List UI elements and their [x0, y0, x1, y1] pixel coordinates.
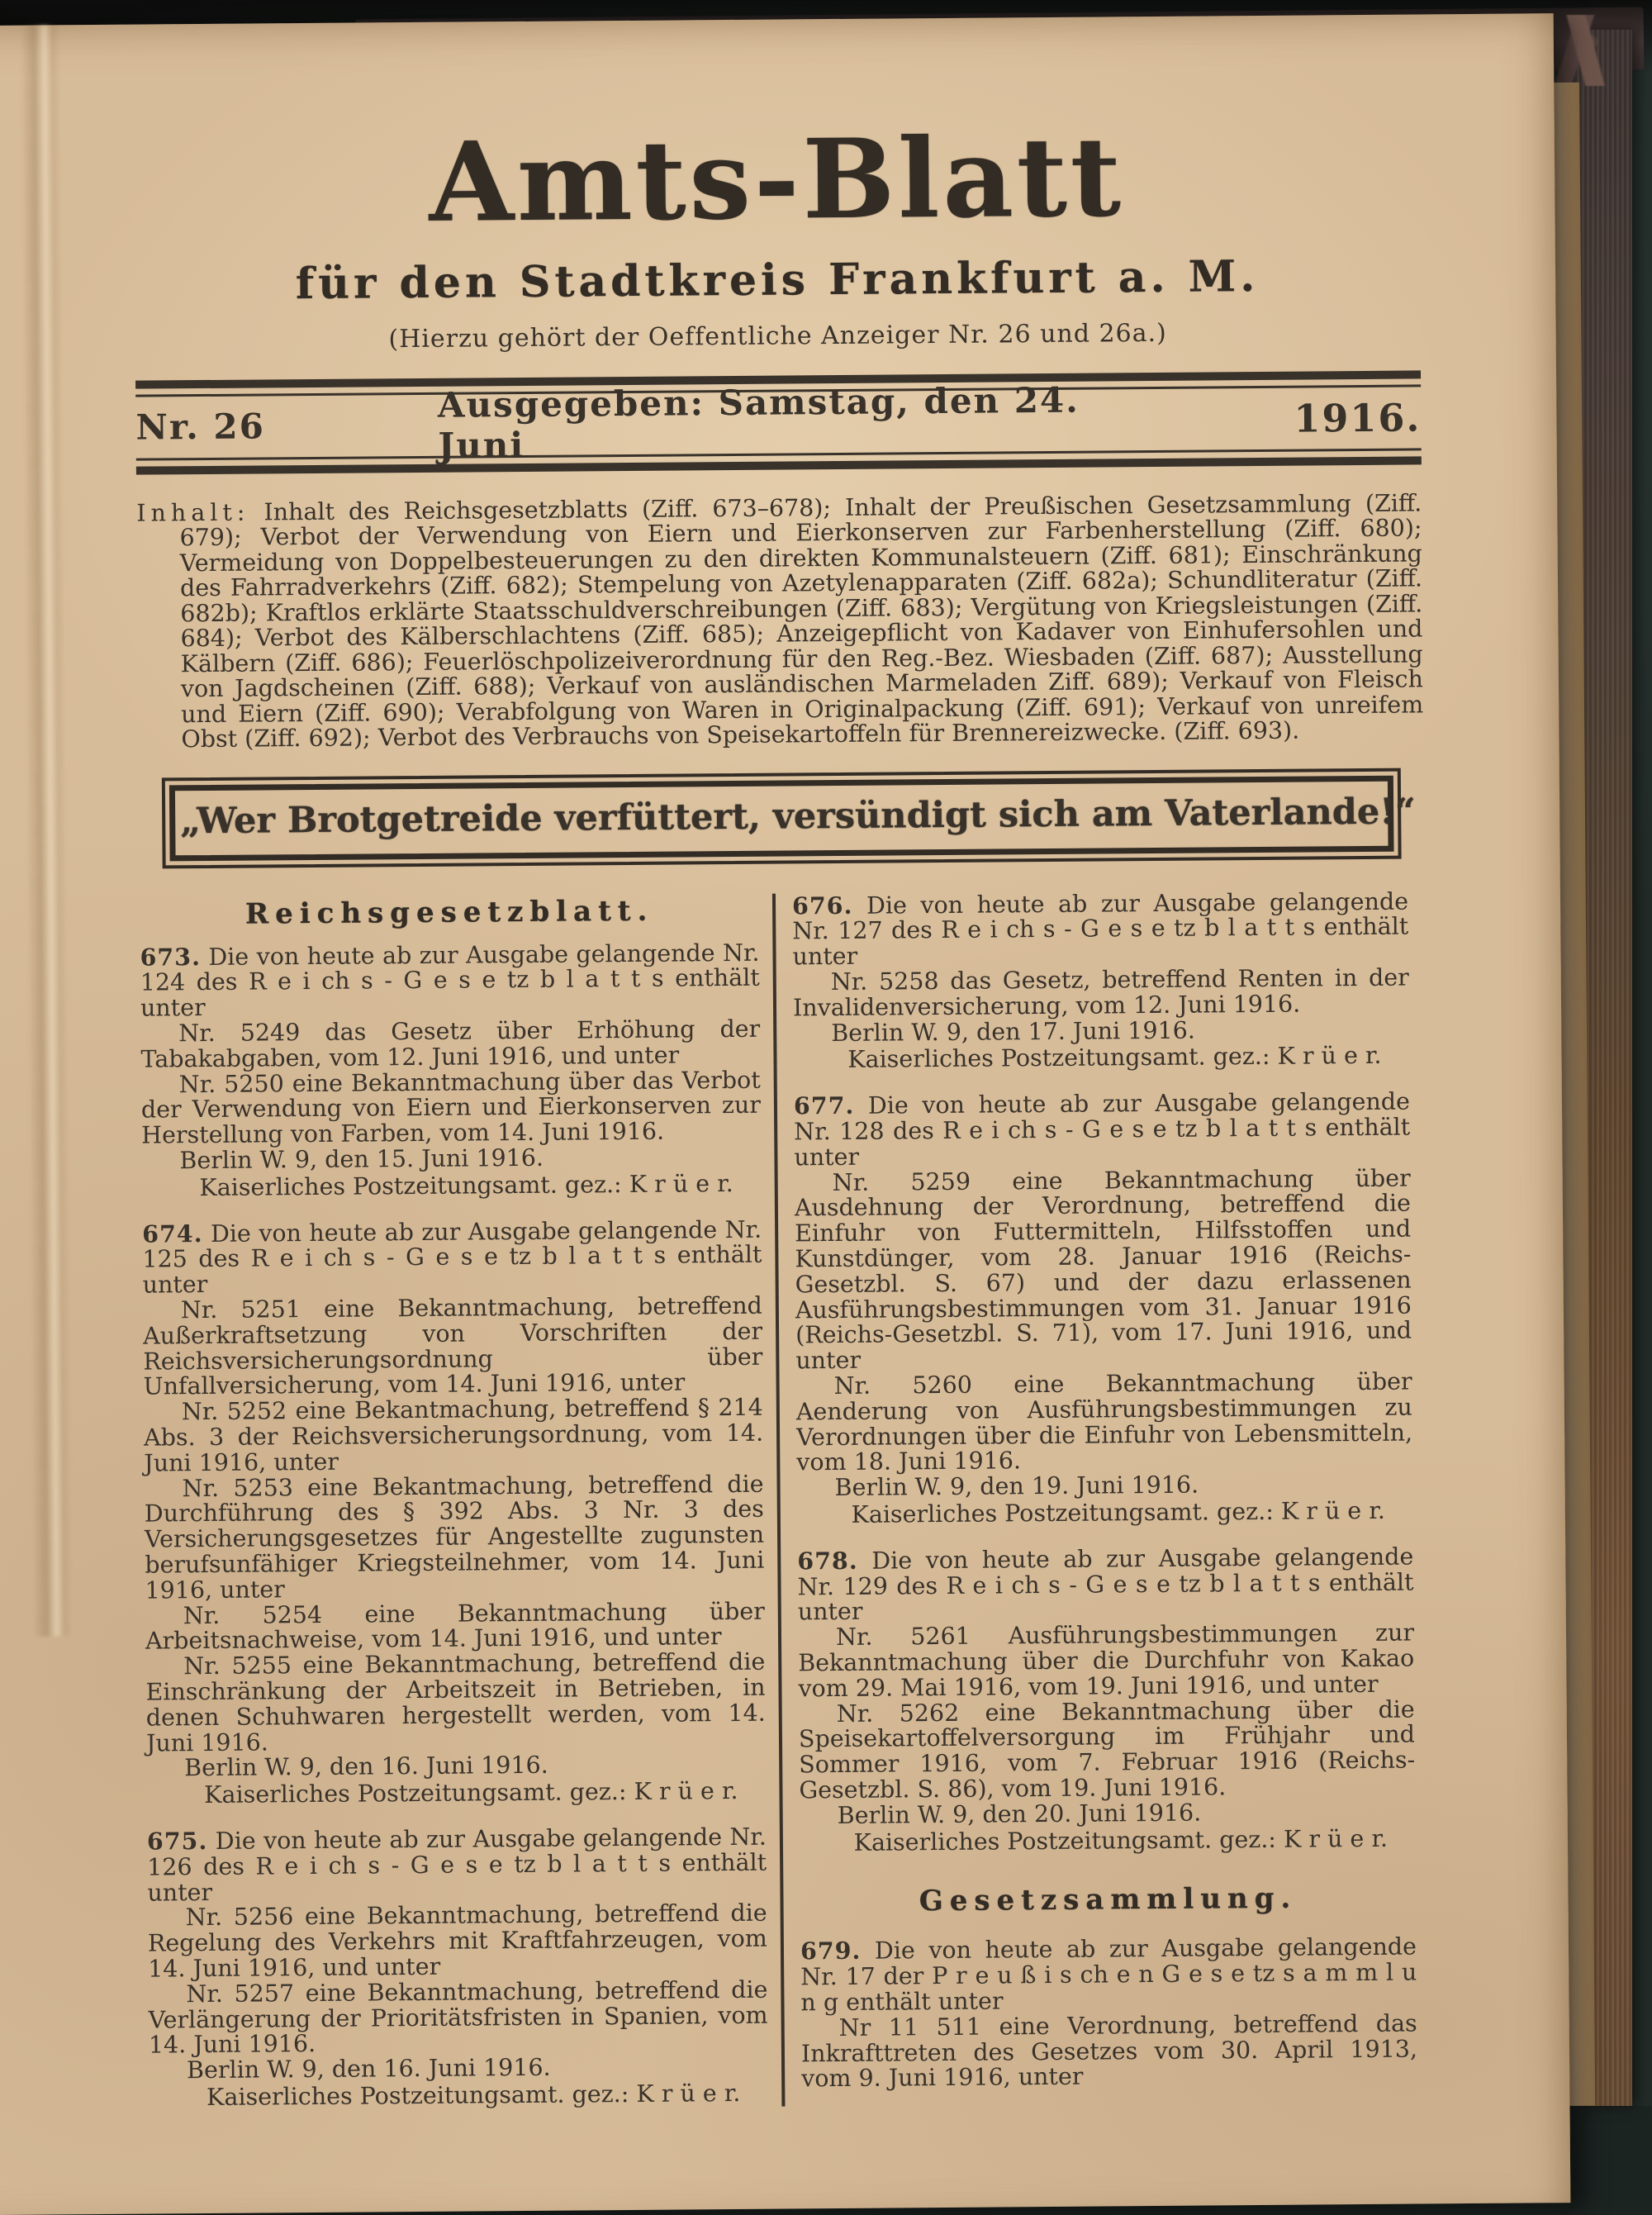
right-column-entries: [792, 888, 1417, 2092]
slogan-banner: [162, 768, 1417, 868]
masthead-subtitle: für den Stadtkreis Frankfurt a. M.: [295, 250, 1260, 309]
issue-bar: [135, 379, 1422, 466]
paragraph: Nr. 5249 das Gesetz über Erhöhung der Tabakabgaben, vom 12. Juni 1916, und unter: [140, 1015, 761, 1073]
entry-number: 674.: [142, 1219, 203, 1248]
signature-line: Kaiserliches Postzeitungsamt. gez.: K r ü e r.: [204, 1777, 738, 1809]
inhalt-label: Inhalt:: [136, 498, 250, 527]
signature-line: Kaiserliches Postzeitungsamt. gez.: K r ü e r.: [206, 2079, 741, 2111]
page-content: [0, 13, 1569, 2113]
entry-paragraph: 676. Die von heute ab zur Ausgabe gelangende Nr. 127 des R e i ch s - G e s e tz b l a t t s enthält unter: [791, 887, 1409, 971]
paragraph: Nr. 5259 eine Bekanntmachung über Ausdehnung der Verordnung, betreffend die Einfuhr von Futtermitteln, Hilfsstoffen und Kunstdünger, vom 28. Januar 1916 (Reichs-Gesetzbl. S. 67) und der dazu erlassenen Ausführungsbestimmungen vom 31. Januar 1916 (Reichs-Gesetzbl. S. 71), vom 17. Juni 1916, und unter: [794, 1164, 1412, 1375]
dateline: Berlin W. 9, den 19. Juni 1916.: [834, 1471, 1199, 1502]
issue-date: Ausgegeben: Samstag, den 24. Juni: [437, 379, 1080, 466]
dateline: Berlin W. 9, den 17. Juni 1916.: [831, 1016, 1195, 1047]
entry-number: 677.: [793, 1091, 855, 1120]
entry-number: 678.: [797, 1546, 858, 1576]
paragraph: Nr. 5262 eine Bekanntmachung über die Speisekartoffelversorgung im Frühjahr und Sommer 1916, vom 7. Februar 1916 (Reichs-Gesetzbl. S. 86), vom 19. Juni 1916.: [798, 1695, 1416, 1804]
body-columns: [140, 888, 1434, 2111]
dateline: Berlin W. 9, den 16. Juni 1916.: [184, 1752, 548, 1782]
signature-line: Kaiserliches Postzeitungsamt. gez.: K r ü e r.: [847, 1042, 1382, 1074]
paragraph: Nr. 5261 Ausführungsbestimmungen zur Bekanntmachung über die Durchfuhr von Kakao vom 29. Mai 1916, vom 19. Juni 1916, und unter: [798, 1618, 1415, 1703]
table-of-contents: [136, 491, 1423, 753]
entry-paragraph: 673. Die von heute ab zur Ausgabe gelangende Nr. 124 des R e i ch s - G e s e tz b l a t t s enthält unter: [140, 939, 760, 1022]
paragraph: Nr. 5257 eine Bekanntmachung, betreffend die Verlängerung der Prioritätsfristen in Spanien, vom 14. Juni 1916.: [148, 1975, 768, 2059]
dateline: Berlin W. 9, den 15. Juni 1916.: [179, 1143, 544, 1175]
right-column: [776, 888, 1418, 2106]
inhalt-text: Inhalt des Reichsgesetzblatts (Ziff. 673–678); Inhalt der Preußischen Gesetzsammlung (Ziff. 679); Verbot der Verwendung von Eiern und Eierkonserven zur Farbenherstellung (Ziff. 680); Vermeidung von Doppelbesteuerungen zu den direkten Kommunalsteuern (Ziff. 681); Einschränkung des Fahrradverkehrs (Ziff. 682); Stempelung von Azetylenapparaten (Ziff. 682a); Schundliteratur (Ziff. 682b); Kraftlos erklärte Staatsschuldverschreibungen (Ziff. 683); Vergütung von Kriegsleistungen (Ziff. 684); Verbot des Kälberschlachtens (Ziff. 685); Anzeigepflicht von Kadaver von Einhufersohlen und Kälbern (Ziff. 686); Feuerlöschpolizeiverordnung für den Reg.-Bez. Wiesbaden (Ziff. 687); Ausstellung von Jagdscheinen (Ziff. 688); Verkauf von ausländischen Marmeladen Ziff. 689); Verkauf von Fleisch und Eiern (Ziff. 690); Verabfolgung von Waren in Originalpackung (Ziff. 691); Verkauf von unreifem Obst (Ziff. 692); Verbot des Verbrauchs von Speisekartoffeln für Brennereizwecke. (Ziff. 693).: [179, 489, 1424, 753]
paragraph: Nr. 5256 eine Bekanntmachung, betreffend die Regelung des Verkehrs mit Kraftfahrzeugen, vom 14. Juni 1916, und unter: [147, 1899, 768, 1983]
issue-number: Nr. 26: [135, 406, 266, 448]
signature-line: Kaiserliches Postzeitungsamt. gez.: K r ü e r.: [199, 1169, 733, 1201]
page-title: Amts-Blatt: [428, 113, 1125, 247]
paragraph: Nr. 5252 eine Bekantmachung, betreffend § 214 Abs. 3 der Reichsversicherungsordnung, vom 14. Juni 1916, unter: [143, 1393, 764, 1477]
issue-year: 1916.: [1294, 395, 1422, 441]
gazette-page: [0, 13, 1570, 2215]
dateline: Berlin W. 9, den 16. Juni 1916.: [186, 2053, 551, 2084]
paragraph: Nr. 5260 eine Bekanntmachung über Aenderung von Ausführungsbestimmungen zu Verordnungen über die Einfuhr von Lebensmitteln, vom 18. Juni 1916.: [795, 1367, 1413, 1476]
entry-number: 679.: [800, 1937, 862, 1965]
section-heading: Gesetzsammlung.: [919, 1881, 1298, 1918]
signature-line: Kaiserliches Postzeitungsamt. gez.: K r ü e r.: [851, 1496, 1385, 1528]
left-column-entries: [140, 939, 768, 2111]
section-heading: Reichsgesetzblatt.: [244, 894, 654, 931]
masthead-note: (Hierzu gehört der Oeffentliche Anzeiger Nr. 26 und 26a.): [388, 318, 1167, 354]
slogan-text: „Wer Brotgetreide verfüttert, versündigt sich am Vaterlande!“: [169, 775, 1394, 861]
paragraph: Nr. 5250 eine Bekanntmachung über das Verbot der Verwendung von Eiern und Eierkonserven zur Herstellung von Farben, vom 14. Juni 1916.: [140, 1066, 762, 1149]
entry-paragraph: 675. Die von heute ab zur Ausgabe gelangende Nr. 126 des R e i ch s - G e s e tz b l a t t s enthält unter: [146, 1823, 767, 1907]
paragraph: Nr. 5258 das Gesetz, betreffend Renten in der Invalidenversicherung, vom 12. Juni 1916.: [792, 963, 1409, 1022]
left-column: [140, 893, 782, 2111]
entry-number: 676.: [791, 891, 853, 920]
dateline: Berlin W. 9, den 20. Juni 1916.: [837, 1799, 1202, 1829]
entry-paragraph: 674. Die von heute ab zur Ausgabe gelangende Nr. 125 des R e i ch s - G e s e tz b l a t t s enthält unter: [142, 1215, 762, 1299]
entry-number: 675.: [146, 1826, 208, 1856]
paragraph: Nr 11 511 eine Verordnung, betreffend das Inkrafttreten des Gesetzes vom 30. April 1913, vom 9. Juni 1916, unter: [800, 2009, 1418, 2093]
masthead: [134, 113, 1421, 355]
entry-number: 673.: [140, 942, 202, 972]
signature-line: Kaiserliches Postzeitungsamt. gez.: K r ü e r.: [853, 1824, 1389, 1856]
paragraph: Nr. 5253 eine Bekantmachung, betreffend die Durchführung des § 392 Abs. 3 Nr. 3 des Versicherungsgesetzes für Angestellte zugunsten berufsunfähiger Kriegsteilnehmer, vom 14. Juni 1916, unter: [144, 1470, 765, 1604]
entry-paragraph: 677. Die von heute ab zur Ausgabe gelangende Nr. 128 des R e i ch s - G e s e tz b l a t t s enthält unter: [793, 1087, 1411, 1172]
entry-paragraph: 678. Die von heute ab zur Ausgabe gelangende Nr. 129 des R e i ch s - G e s e tz b l a t t s enthält unter: [797, 1542, 1414, 1626]
entry-paragraph: 679. Die von heute ab zur Ausgabe gelangende Nr. 17 der P r e u ß i s ch e n G e s e tz s a m m l u n g enthält unter: [800, 1932, 1417, 2017]
paragraph: Nr. 5254 eine Bekanntmachung über Arbeitsnachweise, vom 14. Juni 1916, und unter: [145, 1597, 765, 1655]
paragraph: Nr. 5251 eine Bekanntmachung, betreffend Außerkraftsetzung von Vorschriften der Reichsversicherungsordnung über Unfallversicherung, vom 14. Juni 1916, unter: [142, 1291, 763, 1400]
paragraph: Nr. 5255 eine Bekanntmachung, betreffend die Einschränkung der Arbeitszeit in Betrieben, in denen Schuhwaren hergestellt werden, vom 14. Juni 1916.: [145, 1647, 766, 1757]
